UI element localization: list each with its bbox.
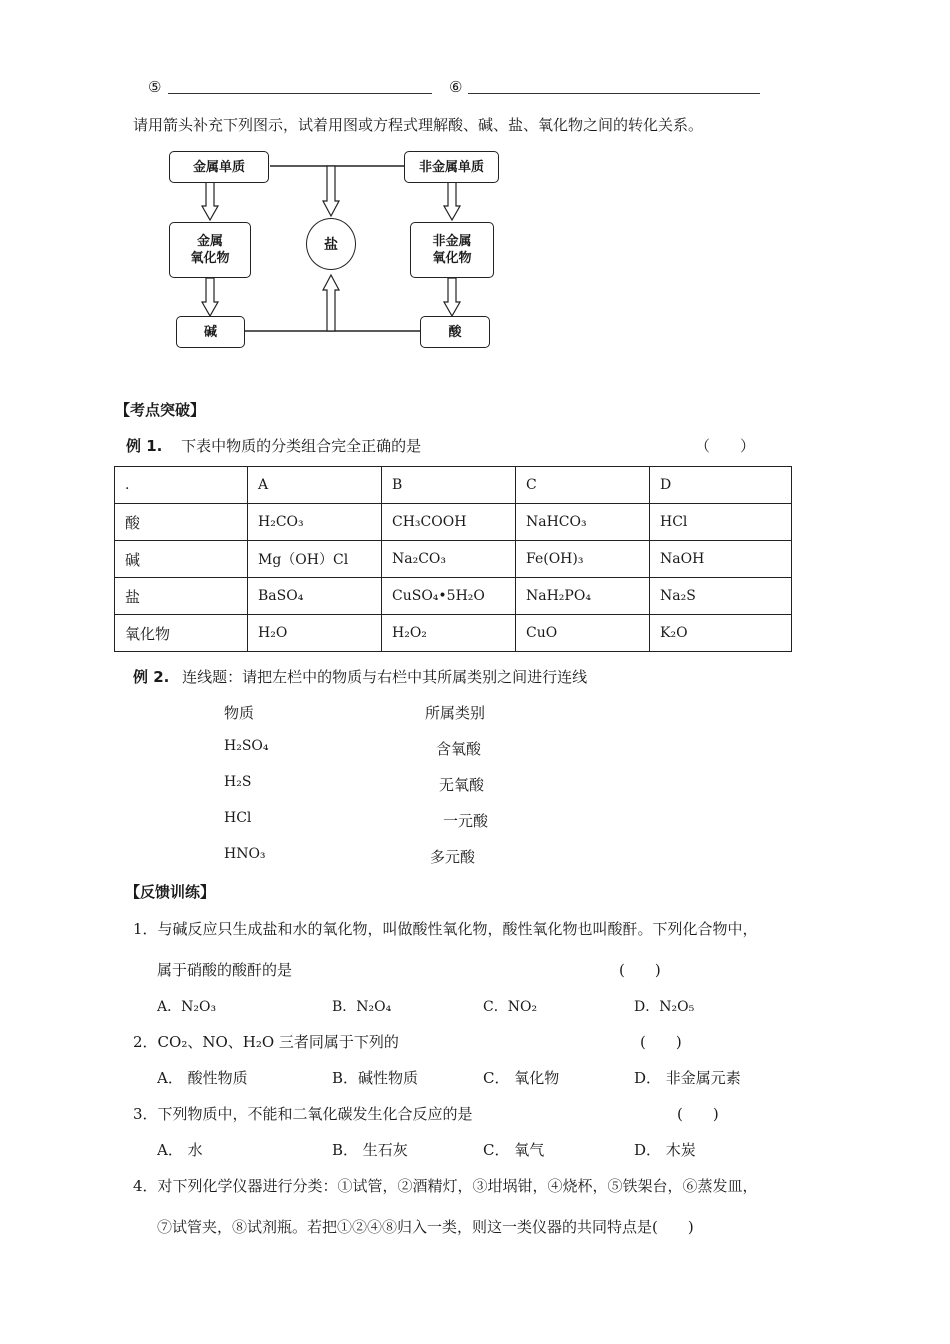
matching-right-item[interactable]: 一元酸 <box>443 812 489 830</box>
q4-line1: 4．对下列化学仪器进行分类：①试管，②酒精灯，③坩埚钳，④烧杯，⑤铁架台，⑥蒸发皿， <box>133 1177 758 1195</box>
q2-answer-paren[interactable]: ( ) <box>640 1033 682 1051</box>
q2-line1: 2．CO₂、NO、H₂O 三者同属于下列的 <box>133 1033 399 1051</box>
matching-right-item[interactable]: 无氧酸 <box>439 776 485 794</box>
q1-option-d[interactable]: D．N₂O₅ <box>634 999 695 1015</box>
arrow-bottom-to-salt <box>323 275 339 331</box>
q2-option-a[interactable]: A． 酸性物质 <box>157 1069 248 1087</box>
q1-option-b[interactable]: B．N₂O₄ <box>332 999 392 1015</box>
table-row <box>115 504 792 541</box>
matching-right-item[interactable]: 含氧酸 <box>436 740 482 758</box>
example1-label: 例 1. <box>126 437 163 455</box>
intro-instruction: 请用箭头补充下列图示，试着用图或方程式理解酸、碱、盐、氧化物之间的转化关系。 <box>133 116 704 134</box>
node-metal-oxide-line2: 氧化物 <box>190 251 230 266</box>
table-header-cell: B <box>382 467 516 504</box>
table-header-cell: C <box>516 467 650 504</box>
node-base: 碱 <box>176 316 245 348</box>
table-cell: Fe(OH)₃ <box>516 541 650 578</box>
table-cell: CuSO₄•5H₂O <box>382 578 516 615</box>
q1-option-c[interactable]: C．NO₂ <box>483 999 538 1015</box>
table-header-row <box>115 467 792 504</box>
matching-left-header: 物质 <box>224 704 255 722</box>
q1-line1: 1．与碱反应只生成盐和水的氧化物，叫做酸性氧化物，酸性氧化物也叫酸酐。下列化合物中， <box>133 920 758 938</box>
table-cell: Mg（OH）Cl <box>248 541 382 578</box>
arrow-oxide-to-base <box>202 278 218 316</box>
node-acid: 酸 <box>420 316 490 348</box>
q3-option-c[interactable]: C． 氧气 <box>483 1141 545 1159</box>
table-header-cell: . <box>115 467 248 504</box>
table-cell: 碱 <box>115 541 248 578</box>
q2-option-d[interactable]: D． 非金属元素 <box>634 1069 741 1087</box>
table-cell: 盐 <box>115 578 248 615</box>
arrow-top-to-salt <box>323 166 339 216</box>
q3-answer-paren[interactable]: ( ) <box>677 1105 719 1123</box>
matching-right-item[interactable]: 多元酸 <box>430 848 476 866</box>
example2-question: 连线题：请把左栏中的物质与右栏中其所属类别之间进行连线 <box>182 668 588 686</box>
matching-left-item[interactable]: H₂SO₄ <box>224 738 269 754</box>
classification-table <box>114 466 792 652</box>
matching-left-item[interactable]: H₂S <box>224 774 252 790</box>
example1-question: 下表中物质的分类组合完全正确的是 <box>181 437 422 455</box>
table-cell: 氧化物 <box>115 615 248 652</box>
table-cell: H₂O₂ <box>382 615 516 652</box>
node-nonmetal-oxide-line2: 氧化物 <box>432 251 472 266</box>
table-cell: 酸 <box>115 504 248 541</box>
table-cell: Na₂S <box>650 578 792 615</box>
q3-line1: 3．下列物质中，不能和二氧化碳发生化合反应的是 <box>133 1105 473 1123</box>
matching-left-item[interactable]: HCl <box>224 810 252 826</box>
example1-line <box>126 435 421 456</box>
section-kaodian-heading: 【考点突破】 <box>115 401 206 419</box>
node-metal-oxide <box>169 222 251 278</box>
table-header-cell: D <box>650 467 792 504</box>
node-metal: 金属单质 <box>169 151 269 183</box>
q1-option-a[interactable]: A．N₂O₃ <box>157 999 217 1015</box>
table-header-cell: A <box>248 467 382 504</box>
table-cell: NaHCO₃ <box>516 504 650 541</box>
table-cell: H₂O <box>248 615 382 652</box>
example1-answer-paren[interactable]: （ ） <box>695 437 756 455</box>
q4-line2: ⑦试管夹，⑧试剂瓶。若把①②④⑧归入一类，则这一类仪器的共同特点是( ) <box>157 1218 694 1236</box>
q2-option-c[interactable]: C． 氧化物 <box>483 1069 560 1087</box>
node-metal-oxide-line1: 金属 <box>196 234 223 249</box>
table-cell: Na₂CO₃ <box>382 541 516 578</box>
blank-marker-5: ⑤ <box>148 78 162 96</box>
matching-left-item[interactable]: HNO₃ <box>224 846 266 862</box>
table-cell: HCl <box>650 504 792 541</box>
example2-line <box>133 666 587 687</box>
node-nonmetal-oxide-line1: 非金属 <box>432 234 472 249</box>
table-cell: BaSO₄ <box>248 578 382 615</box>
node-nonmetal: 非金属单质 <box>404 151 499 183</box>
conversion-diagram <box>0 0 950 380</box>
table-cell: NaOH <box>650 541 792 578</box>
q2-option-b[interactable]: B．碱性物质 <box>332 1069 419 1087</box>
table-row <box>115 578 792 615</box>
blank-marker-6: ⑥ <box>449 78 463 96</box>
q1-line2: 属于硝酸的酸酐的是 <box>157 961 293 979</box>
matching-right-header: 所属类别 <box>425 704 486 722</box>
section-fankui-heading: 【反馈训练】 <box>125 883 216 901</box>
table-cell: H₂CO₃ <box>248 504 382 541</box>
table-cell: K₂O <box>650 615 792 652</box>
node-salt: 盐 <box>306 218 356 270</box>
example2-label: 例 2. <box>133 668 170 686</box>
table-cell: CuO <box>516 615 650 652</box>
q3-option-d[interactable]: D． 木炭 <box>634 1141 696 1159</box>
q1-answer-paren[interactable]: ( ) <box>619 961 661 979</box>
table-row <box>115 615 792 652</box>
arrow-oxide-to-acid <box>444 278 460 316</box>
q3-option-a[interactable]: A． 水 <box>157 1141 203 1159</box>
arrow-metal-to-oxide <box>202 182 218 220</box>
table-cell: NaH₂PO₄ <box>516 578 650 615</box>
table-row <box>115 541 792 578</box>
node-nonmetal-oxide <box>410 222 494 278</box>
q3-option-b[interactable]: B． 生石灰 <box>332 1141 408 1159</box>
table-cell: CH₃COOH <box>382 504 516 541</box>
arrow-nonmetal-to-oxide <box>444 182 460 220</box>
